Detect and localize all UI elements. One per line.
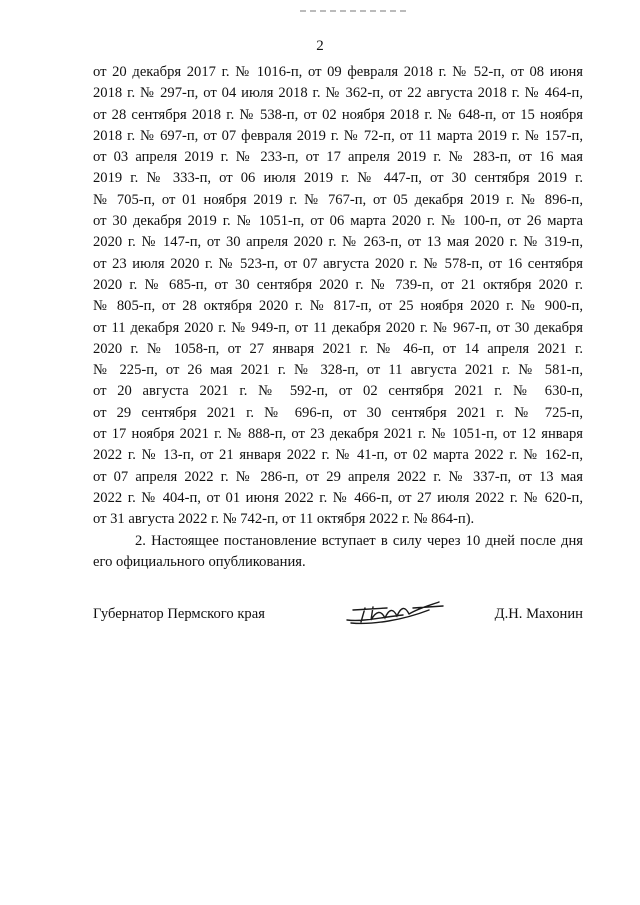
text-line: 2020 г. № 685-п, от 30 сентября 2020 г. № 739-п, от 21 октября 2020 г. [93,276,583,293]
text-line: 2022 г. № 13-п, от 21 января 2022 г. № 41-п, от 02 марта 2022 г. № 162-п, [93,447,583,464]
document-body [93,62,583,573]
paragraph-effective-date [93,531,583,574]
handwritten-signature [343,598,448,628]
text-line: от 29 сентября 2021 г. № 696-п, от 30 сентября 2021 г. № 725-п, [93,404,583,421]
text-line: № 705-п, от 01 ноября 2019 г. № 767-п, от 05 декабря 2019 г. № 896-п, [93,191,583,208]
text-line: от 20 декабря 2017 г. № 1016-п, от 09 февраля 2018 г. № 52-п, от 08 июня [93,64,583,80]
text-line: от 23 июля 2020 г. № 523-п, от 07 августа 2020 г. № 578-п, от 16 сентября [93,255,583,272]
text-line: от 07 апреля 2022 г. № 286-п, от 29 апреля 2022 г. № 337-п, от 13 мая [93,468,583,485]
text-line: его официального опубликования. [93,553,306,570]
text-line: 2022 г. № 404-п, от 01 июня 2022 г. № 466-п, от 27 июля 2022 г. № 620-п, [93,489,583,506]
page-number: 2 [316,38,324,54]
text-line: № 225-п, от 26 мая 2021 г. № 328-п, от 11 августа 2021 г. № 581-п, [93,362,583,379]
signatory-name: Д.Н. Махонин [494,606,583,622]
text-line: № 805-п, от 28 октября 2020 г. № 817-п, от 25 ноября 2020 г. № 900-п, [93,298,583,315]
text-line: 2020 г. № 1058-п, от 27 января 2021 г. № 46-п, от 14 апреля 2021 г. [93,340,583,357]
text-line: от 30 декабря 2019 г. № 1051-п, от 06 марта 2020 г. № 100-п, от 26 марта [93,213,583,230]
text-line: 2018 г. № 697-п, от 07 февраля 2019 г. № 72-п, от 11 марта 2019 г. № 157-п, [93,127,583,144]
paragraph-amendments-list [93,62,583,531]
text-line: 2. Настоящее постановление вступает в силу через 10 дней после дня [135,532,583,549]
text-line: 2020 г. № 147-п, от 30 апреля 2020 г. № 263-п, от 13 мая 2020 г. № 319-п, [93,234,583,251]
scan-edge-mark [300,0,410,3]
text-line: от 20 августа 2021 г. № 592-п, от 02 сентября 2021 г. № 630-п, [93,383,583,400]
signatory-title: Губернатор Пермского края [93,606,265,622]
text-line: от 03 апреля 2019 г. № 233-п, от 17 апреля 2019 г. № 283-п, от 16 мая [93,149,583,166]
signature-block [93,598,583,628]
text-line: 2018 г. № 297-п, от 04 июля 2018 г. № 362-п, от 22 августа 2018 г. № 464-п, [93,85,583,102]
text-line: 2019 г. № 333-п, от 06 июля 2019 г. № 447-п, от 30 сентября 2019 г. [93,170,583,187]
text-line: от 17 ноября 2021 г. № 888-п, от 23 декабря 2021 г. № 1051-п, от 12 января [93,426,583,443]
text-line: от 31 августа 2022 г. № 742-п, от 11 октября 2022 г. № 864-п). [93,511,475,528]
text-line: от 11 декабря 2020 г. № 949-п, от 11 декабря 2020 г. № 967-п, от 30 декабря [93,319,583,336]
text-line: от 28 сентября 2018 г. № 538-п, от 02 ноября 2018 г. № 648-п, от 15 ноября [93,106,583,123]
